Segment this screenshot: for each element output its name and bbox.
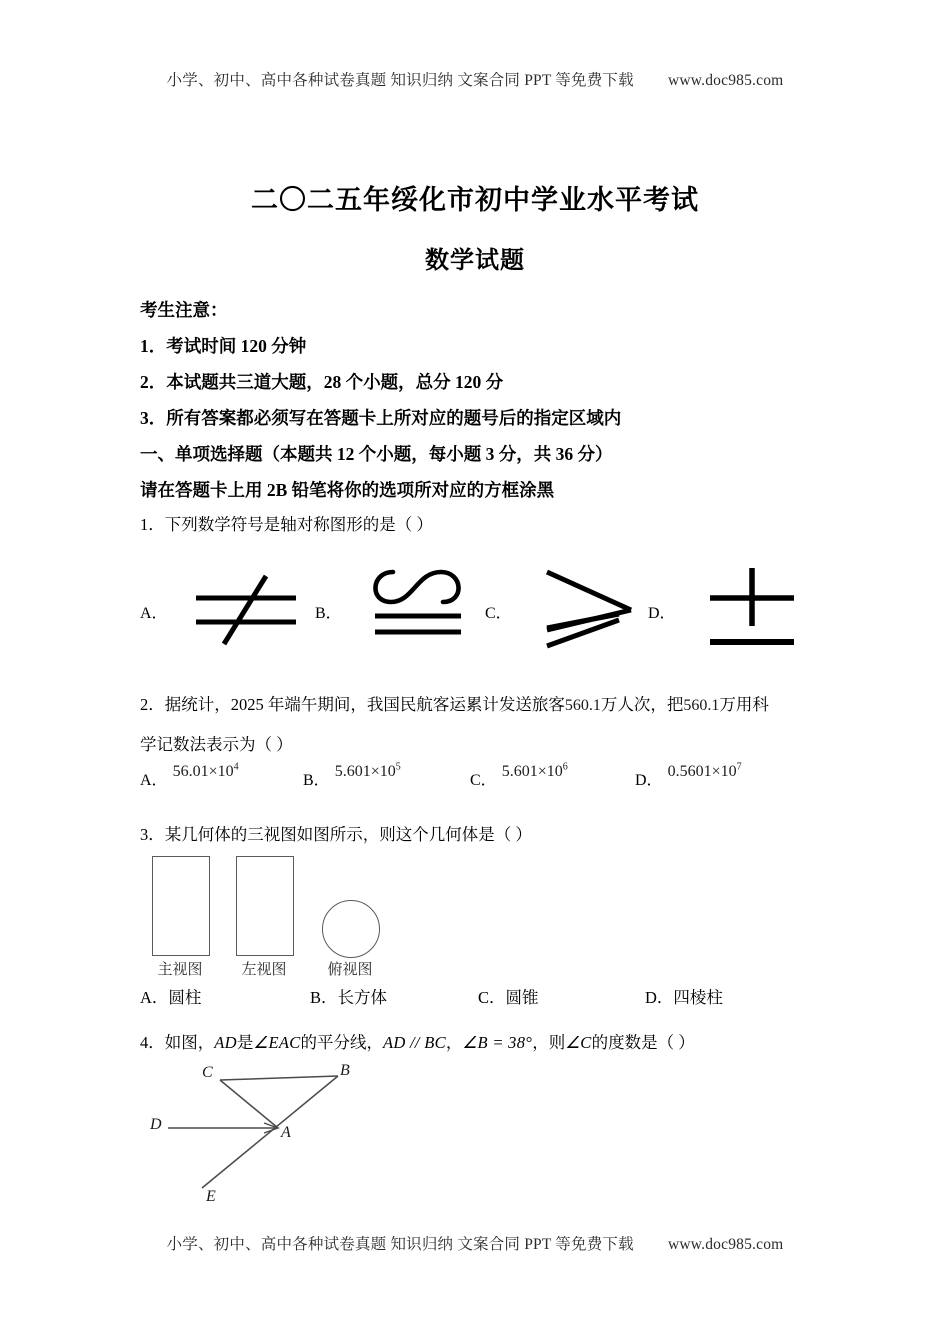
question-2-text-part2: 万人次，把 [600,695,684,714]
greater-or-equal-sign-icon [533,564,643,661]
top-view-circle [322,900,380,958]
question-4-text-e: ，则 [532,1033,566,1052]
question-3-text: 某几何体的三视图如图所示，则这个几何体是（ ） [164,825,532,844]
plus-minus-sign-icon [700,564,805,661]
question-3-option-a[interactable] [140,984,201,1008]
question-3-option-d[interactable] [645,984,723,1008]
option-b-label: B． [310,988,338,1007]
question-4-text-a: 如图， [164,1033,215,1052]
question-3-figure [152,856,422,978]
front-view-rectangle [152,856,210,956]
option-a-label: A． [140,605,168,622]
notice-heading: 考生注意： [140,300,228,320]
option-d-label: D． [635,772,663,789]
section-subheading: 请在答题卡上用 2B 铅笔将你的选项所对应的方框涂黑 [140,480,555,500]
question-4-math-angle-c: ∠C [565,1033,592,1052]
question-4-text-c: 的平分线， [300,1033,384,1052]
top-view-caption: 俯视图 [327,962,373,978]
geometry-diagram [150,1062,450,1232]
question-4-math-ad: AD [214,1033,237,1052]
question-2-option-c[interactable] [470,758,568,789]
notice-item-3: 3．所有答案都必须写在答题卡上所对应的题号后的指定区域内 [140,408,622,428]
question-2-option-b[interactable] [303,758,401,789]
question-2-value-2: 560.1 [683,697,720,714]
document-body [140,292,812,542]
question-3-number: 3． [140,825,165,844]
option-d-label: D． [645,988,674,1007]
question-3-stem [140,818,830,852]
congruent-sign-icon [363,558,473,655]
watermark-footer [0,1232,950,1254]
question-4-number: 4． [140,1033,165,1052]
question-2-options [140,758,820,798]
question-2-value-1: 560.1 [564,697,601,714]
option-a-text: 圆柱 [168,988,202,1007]
page-subtitle: 数学试题 [425,245,525,274]
question-2-number: 2． [140,695,165,714]
front-view-caption: 主视图 [157,962,203,978]
point-label-a: A [281,1124,291,1141]
option-c-value: $5.601\times 10^6$ [501,761,568,780]
question-4-text-f: 的度数是（ ） [591,1033,695,1052]
side-view-rectangle [236,856,294,956]
point-label-c: C [202,1064,213,1081]
question-4-math-angle-eac: ∠EAC [253,1033,301,1052]
question-3-options [140,984,820,1014]
option-a-label: A． [140,988,169,1007]
option-b-text: 长方体 [337,988,388,1007]
question-4-math-angle-b: ∠B = 38° [462,1033,533,1052]
question-2-text-line2: 学记数法表示为（ ） [140,735,293,754]
question-2-text-part3: 万用科 [719,695,769,714]
option-b-label: B． [303,772,330,789]
question-1-number: 1． [140,515,165,534]
option-c-label: C． [470,772,497,789]
question-1-option-b[interactable] [315,556,495,656]
option-b-value: $5.601\times 10^5$ [334,761,401,780]
question-3-option-c[interactable] [478,984,539,1008]
point-label-d: D [150,1116,162,1133]
watermark-url: www.doc985.com [667,1236,784,1253]
question-1-text: 下列数学符号是轴对称图形的是（ ） [164,515,433,534]
section-heading: 一、单项选择题（本题共 12 个小题，每小题 3 分，共 36 分） [140,444,613,464]
notice-item-2: 2．本试题共三道大题，28 个小题，总分 120 分 [140,372,504,392]
option-c-label: C． [485,605,512,622]
question-1-stem [140,508,812,542]
option-c-text: 圆锥 [505,988,539,1007]
question-4-text-b: 是 [236,1033,254,1052]
question-2-option-d[interactable] [635,758,742,789]
question-1-option-c[interactable] [485,556,660,656]
page-title: 二〇二五年绥化市初中学业水平考试 [251,185,699,216]
option-d-label: D． [648,605,676,622]
question-1-option-d[interactable] [648,556,818,656]
watermark-url: www.doc985.com [667,72,784,89]
side-view-caption: 左视图 [241,962,287,978]
question-4-figure [150,1062,450,1232]
question-3-option-b[interactable] [310,984,387,1008]
option-b-label: B． [315,605,342,622]
question-2-option-a[interactable] [140,758,239,789]
question-4-math-parallel: AD // BC [383,1033,446,1052]
watermark-header [0,68,950,90]
notice-item-1: 1．考试时间 120 分钟 [140,336,307,356]
watermark-text: 小学、初中、高中各种试卷真题 知识归纳 文案合同 PPT 等免费下载 [166,72,634,89]
not-equal-sign-icon [188,564,303,659]
option-a-label: A． [140,772,168,789]
option-d-text: 四棱柱 [673,988,723,1007]
question-1-option-a[interactable] [140,556,325,656]
question-2-text-part1: 据统计，2025 年端午期间，我国民航客运累计发送旅客 [164,695,565,714]
question-1-options [140,556,812,656]
question-4-stem [140,1026,840,1060]
point-label-e: E [206,1188,216,1205]
option-c-label: C． [478,988,506,1007]
watermark-text: 小学、初中、高中各种试卷真题 知识归纳 文案合同 PPT 等免费下载 [166,1236,634,1253]
question-4-text-d: ， [445,1033,463,1052]
option-a-value: $56.01\times 10^4$ [172,761,239,780]
question-2-stem [140,686,830,765]
option-d-value: $0.5601\times 10^7$ [667,761,742,780]
point-label-b: B [340,1062,350,1079]
